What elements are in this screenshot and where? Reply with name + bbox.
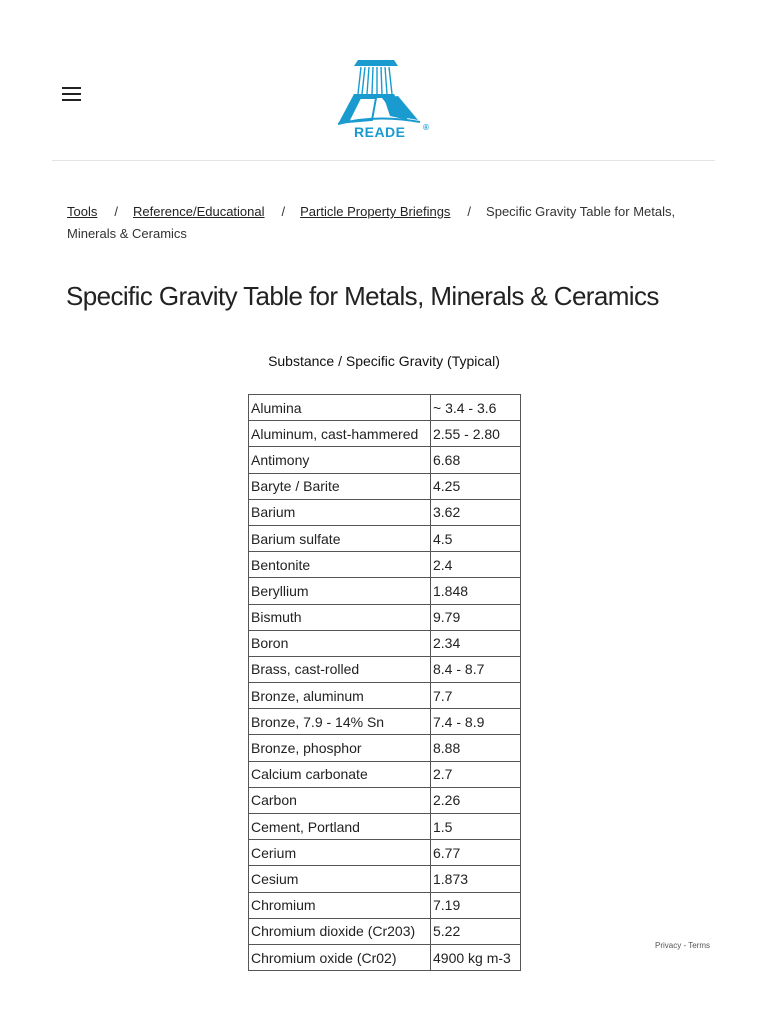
table-row — [249, 918, 521, 944]
substance-cell: Brass, cast-rolled — [249, 656, 431, 682]
reade-logo[interactable] — [336, 58, 436, 144]
substance-cell: Carbon — [249, 787, 431, 813]
specific-gravity-cell: 1.873 — [431, 866, 521, 892]
breadcrumb-separator: / — [467, 204, 472, 219]
specific-gravity-cell: 6.68 — [431, 447, 521, 473]
specific-gravity-cell: 3.62 — [431, 499, 521, 525]
specific-gravity-cell: 4900 kg m-3 — [431, 944, 521, 970]
substance-cell: Cement, Portland — [249, 814, 431, 840]
substance-cell: Antimony — [249, 447, 431, 473]
substance-cell: Bronze, phosphor — [249, 735, 431, 761]
specific-gravity-cell: 4.5 — [431, 525, 521, 551]
substance-cell: Cesium — [249, 866, 431, 892]
table-row — [249, 447, 521, 473]
breadcrumb-link-reference[interactable]: Reference/Educational — [132, 204, 265, 219]
table-row — [249, 761, 521, 787]
breadcrumb-link-particle-briefings[interactable]: Particle Property Briefings — [300, 204, 451, 219]
specific-gravity-cell: 2.26 — [431, 787, 521, 813]
substance-cell: Bronze, 7.9 - 14% Sn — [249, 709, 431, 735]
table-row — [249, 395, 521, 421]
specific-gravity-cell: 1.848 — [431, 578, 521, 604]
menu-line — [62, 99, 81, 101]
breadcrumb — [67, 201, 707, 245]
reade-logo-icon — [336, 58, 436, 128]
specific-gravity-cell: 7.7 — [431, 683, 521, 709]
substance-cell: Baryte / Barite — [249, 473, 431, 499]
specific-gravity-cell: ~ 3.4 - 3.6 — [431, 395, 521, 421]
specific-gravity-cell: 4.25 — [431, 473, 521, 499]
table-row — [249, 866, 521, 892]
substance-cell: Barium — [249, 499, 431, 525]
substance-cell: Chromium dioxide (Cr203) — [249, 918, 431, 944]
specific-gravity-cell: 8.88 — [431, 735, 521, 761]
substance-cell: Aluminum, cast-hammered — [249, 421, 431, 447]
breadcrumb-separator: / — [114, 204, 118, 219]
specific-gravity-cell: 2.4 — [431, 552, 521, 578]
site-header — [52, 0, 715, 161]
table-row — [249, 787, 521, 813]
breadcrumb-current: Specific Gravity Table for Metals, Minerals & Ceramics — [67, 204, 676, 241]
table-row — [249, 840, 521, 866]
substance-cell: Boron — [249, 630, 431, 656]
table-row — [249, 604, 521, 630]
hamburger-menu-icon[interactable] — [62, 86, 82, 102]
specific-gravity-cell: 1.5 — [431, 814, 521, 840]
logo-text: READE — [354, 124, 406, 140]
registered-mark: ® — [423, 123, 429, 132]
table-row — [249, 525, 521, 551]
specific-gravity-cell: 6.77 — [431, 840, 521, 866]
breadcrumb-link-tools[interactable]: Tools — [67, 204, 98, 219]
substance-cell: Chromium — [249, 892, 431, 918]
specific-gravity-cell: 9.79 — [431, 604, 521, 630]
specific-gravity-cell: 8.4 - 8.7 — [431, 656, 521, 682]
substance-cell: Calcium carbonate — [249, 761, 431, 787]
table-row — [249, 735, 521, 761]
table-row — [249, 552, 521, 578]
table-row — [249, 421, 521, 447]
substance-cell: Bronze, aluminum — [249, 683, 431, 709]
substance-cell: Cerium — [249, 840, 431, 866]
substance-cell: Barium sulfate — [249, 525, 431, 551]
table-row — [249, 473, 521, 499]
table-row — [249, 499, 521, 525]
specific-gravity-cell: 2.7 — [431, 761, 521, 787]
page-title: Specific Gravity Table for Metals, Minerals & Ceramics — [66, 281, 659, 311]
table-row — [249, 944, 521, 970]
specific-gravity-cell: 5.22 — [431, 918, 521, 944]
table-row — [249, 630, 521, 656]
substance-cell: Alumina — [249, 395, 431, 421]
menu-line — [62, 93, 81, 95]
specific-gravity-cell: 7.4 - 8.9 — [431, 709, 521, 735]
substance-cell: Chromium oxide (Cr02) — [249, 944, 431, 970]
table-row — [249, 892, 521, 918]
recaptcha-privacy-link[interactable]: Privacy — [655, 941, 682, 950]
substance-cell: Beryllium — [249, 578, 431, 604]
table-row — [249, 814, 521, 840]
substance-cell: Bentonite — [249, 552, 431, 578]
table-row — [249, 656, 521, 682]
table-row — [249, 578, 521, 604]
substance-cell: Bismuth — [249, 604, 431, 630]
specific-gravity-cell: 2.55 - 2.80 — [431, 421, 521, 447]
table-body — [249, 395, 521, 971]
menu-line — [62, 87, 81, 89]
specific-gravity-table — [248, 394, 521, 971]
recaptcha-dash: - — [681, 941, 689, 950]
recaptcha-links — [655, 941, 710, 950]
recaptcha-terms-link[interactable]: Terms — [688, 941, 710, 950]
breadcrumb-separator: / — [281, 204, 286, 219]
table-row — [249, 683, 521, 709]
table-row — [249, 709, 521, 735]
specific-gravity-cell: 7.19 — [431, 892, 521, 918]
specific-gravity-cell: 2.34 — [431, 630, 521, 656]
table-caption: Substance / Specific Gravity (Typical) — [268, 353, 500, 369]
